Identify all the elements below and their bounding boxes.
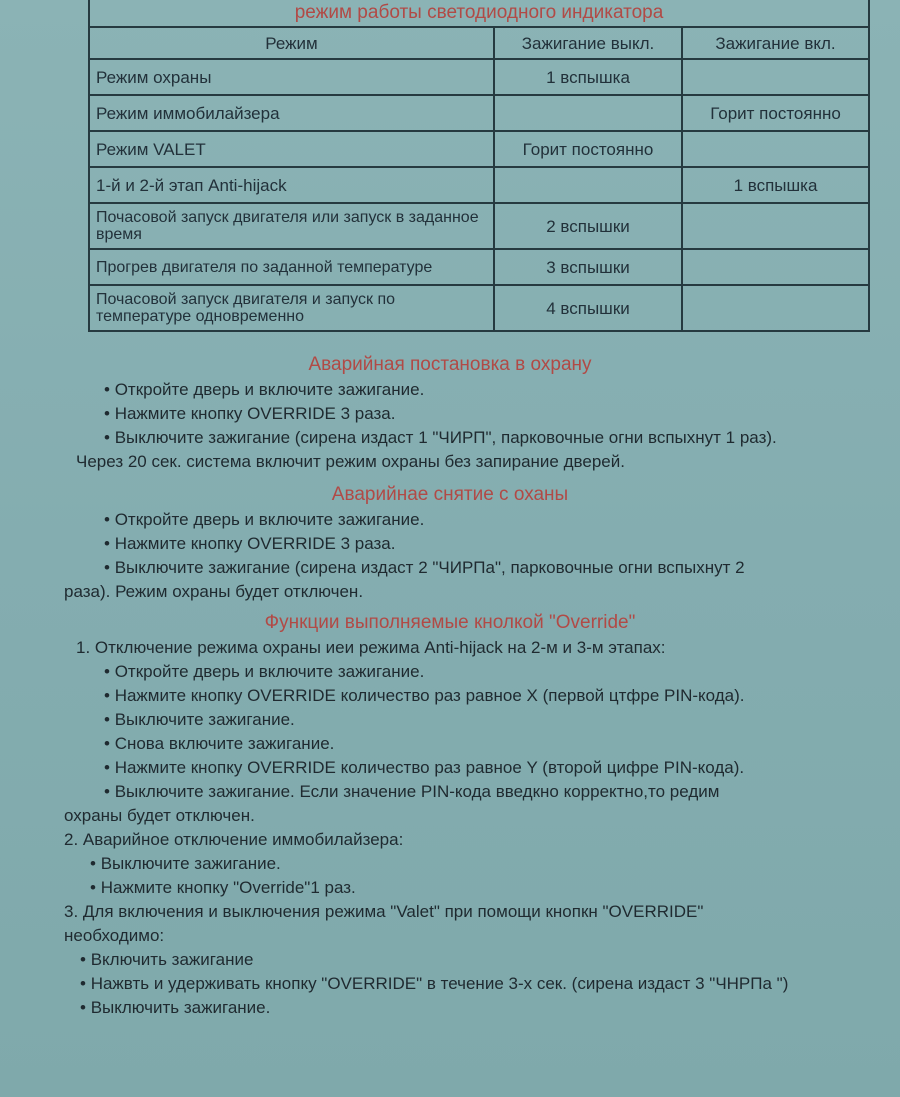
cell-mode: Режим VALET: [89, 131, 494, 167]
table-row: [89, 249, 869, 285]
list-item: • Нажмите кнопку OVERRIDE количество раз равное Y (второй цифре PIN-кода).: [0, 756, 900, 780]
cell-on: [682, 249, 869, 285]
section-title-emergency-disarm: Аварийнае снятие с оханы: [331, 484, 569, 505]
cell-off: [494, 95, 682, 131]
section-title-override-functions: Функции выполняемые кнолкой "Override": [264, 612, 636, 633]
cell-mode: Почасовой запуск двигателя и запуск по температуре одновременно: [89, 285, 494, 331]
cell-off: 4 вспышки: [494, 285, 682, 331]
list-item: • Выключите зажигание. Если значение PIN-кода введкно корректно,то редим: [0, 780, 900, 804]
list-item: • Выключите зажигание.: [0, 852, 900, 876]
cell-off: Горит постоянно: [494, 131, 682, 167]
table-row: [89, 59, 869, 95]
cell-mode: Режим иммобилайзера: [89, 95, 494, 131]
list-item: • Откройте дверь и включите зажигание.: [0, 378, 900, 402]
paragraph-line: охраны будет отключен.: [64, 806, 255, 825]
list-item: • Выключите зажигание (сирена издаст 1 "ЧИРП", парковочные огни вспыхнут 1 раз).: [0, 426, 900, 450]
list-item: • Нажмите кнопку "Override"1 раз.: [0, 876, 900, 900]
list-item: • Снова включите зажигание.: [0, 732, 900, 756]
cell-off: 2 вспышки: [494, 203, 682, 249]
list-item: • Нажмите кнопку OVERRIDE количество раз равное X (первой цтфре PIN-кода).: [0, 684, 900, 708]
header-mode: Режим: [89, 27, 494, 59]
table-row: [89, 203, 869, 249]
header-ignition-on: Зажигание вкл.: [682, 27, 869, 59]
list-item: • Выключить зажигание.: [0, 996, 900, 1020]
paragraph-line: Через 20 сек. система включит режим охраны без запирание дверей.: [76, 452, 625, 471]
table-row: [89, 131, 869, 167]
table-header-row: [89, 27, 869, 59]
cell-mode: Режим охраны: [89, 59, 494, 95]
list-item: • Откройте дверь и включите зажигание.: [0, 660, 900, 684]
cell-on: [682, 203, 869, 249]
instructions: [0, 352, 900, 1020]
table-row: [89, 95, 869, 131]
list-item: • Выключите зажигание.: [0, 708, 900, 732]
header-ignition-off: Зажигание выкл.: [494, 27, 682, 59]
cell-mode: 1-й и 2-й этап Anti-hijack: [89, 167, 494, 203]
list-item: • Включить зажигание: [0, 948, 900, 972]
list-item: • Нажмите кнопку OVERRIDE 3 раза.: [0, 402, 900, 426]
table-row: [89, 285, 869, 331]
table-row: [89, 167, 869, 203]
cell-mode: Прогрев двигателя по заданной температуре: [89, 249, 494, 285]
paragraph-line: необходимо:: [64, 926, 165, 945]
list-item: • Выключите зажигание (сирена издаст 2 "ЧИРПа", парковочные огни вспыхнут 2: [0, 556, 900, 580]
cell-mode: Почасовой запуск двигателя или запуск в заданное время: [89, 203, 494, 249]
cell-on: 1 вспышка: [682, 167, 869, 203]
cell-off: [494, 167, 682, 203]
cell-on: Горит постоянно: [682, 95, 869, 131]
numbered-heading: 1. Отключение режима охраны иеи режима Anti-hijack на 2-м и 3-м этапах:: [76, 638, 666, 657]
table-caption: режим работы светодиодного индикатора: [89, 0, 869, 27]
list-item: • Нажмите кнопку OVERRIDE 3 раза.: [0, 532, 900, 556]
cell-on: [682, 285, 869, 331]
list-item: • Откройте дверь и включите зажигание.: [0, 508, 900, 532]
numbered-heading: 3. Для включения и выключения режима "Valet" при помощи кнопкн "OVERRIDE": [64, 902, 704, 921]
cell-on: [682, 131, 869, 167]
led-indicator-table: [88, 0, 870, 332]
section-title-emergency-arm: Аварийная постановка в охрану: [308, 354, 592, 375]
list-item: • Нажвть и удерживать кнопку "OVERRIDE" в течение 3-х сек. (сирена издаст 3 "ЧНРПа "): [0, 972, 900, 996]
paragraph-line: раза). Режим охраны будет отключен.: [64, 582, 364, 601]
cell-off: 3 вспышки: [494, 249, 682, 285]
cell-off: 1 вспышка: [494, 59, 682, 95]
cell-on: [682, 59, 869, 95]
numbered-heading: 2. Аварийное отключение иммобилайзера:: [64, 830, 404, 849]
